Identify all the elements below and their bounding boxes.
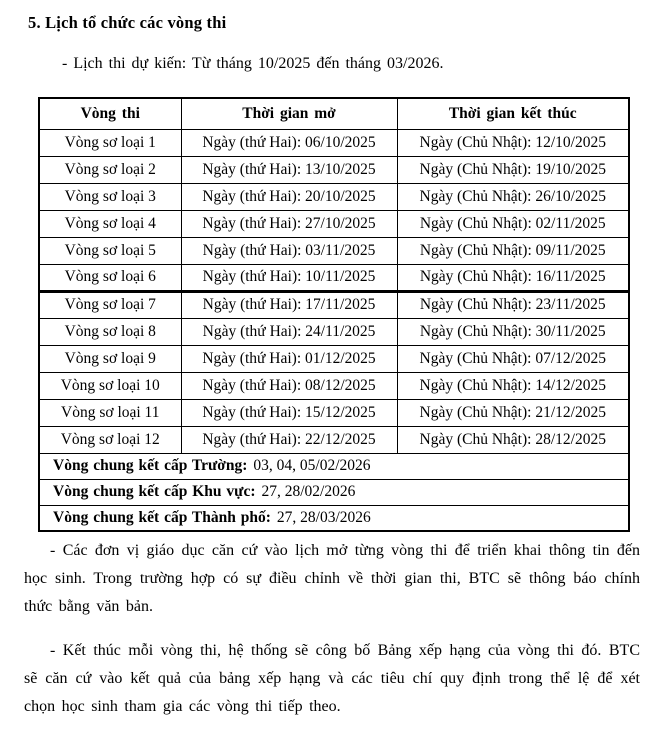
final-school-label: Vòng chung kết cấp Trường: — [53, 457, 248, 474]
col-header-round: Vòng thi — [39, 98, 181, 129]
cell-round: Vòng sơ loại 3 — [39, 183, 181, 210]
cell-round: Vòng sơ loại 1 — [39, 129, 181, 156]
cell-round: Vòng sơ loại 7 — [39, 291, 181, 318]
table-header-row — [39, 98, 629, 129]
cell-end-date: Ngày (Chủ Nhật): 07/12/2025 — [397, 345, 629, 372]
cell-open-date: Ngày (thứ Hai): 17/11/2025 — [181, 291, 397, 318]
cell-open-date: Ngày (thứ Hai): 15/12/2025 — [181, 399, 397, 426]
paragraph-ranking-notice: - Kết thúc mỗi vòng thi, hệ thống sẽ công bố Bảng xếp hạng của vòng thi đó. BTC sẽ căn cứ vào kết quả của bảng xếp hạng và các tiêu chí quy định trong thể lệ để xét chọn học sinh tham gia các vòng thi tiếp theo. — [24, 642, 640, 715]
cell-end-date: Ngày (Chủ Nhật): 21/12/2025 — [397, 399, 629, 426]
intro-line: - Lịch thi dự kiến: Từ tháng 10/2025 đến tháng 03/2026. — [62, 55, 444, 72]
cell-end-date: Ngày (Chủ Nhật): 30/11/2025 — [397, 318, 629, 345]
cell-round: Vòng sơ loại 8 — [39, 318, 181, 345]
cell-open-date: Ngày (thứ Hai): 08/12/2025 — [181, 372, 397, 399]
final-school-dates: 03, 04, 05/02/2026 — [253, 457, 371, 474]
table-row — [39, 237, 629, 264]
cell-end-date: Ngày (Chủ Nhật): 02/11/2025 — [397, 210, 629, 237]
cell-open-date: Ngày (thứ Hai): 13/10/2025 — [181, 156, 397, 183]
col-header-open-time: Thời gian mở — [181, 98, 397, 129]
cell-end-date: Ngày (Chủ Nhật): 19/10/2025 — [397, 156, 629, 183]
cell-end-date: Ngày (Chủ Nhật): 12/10/2025 — [397, 129, 629, 156]
cell-round: Vòng sơ loại 5 — [39, 237, 181, 264]
table-row — [39, 318, 629, 345]
contest-schedule-table — [38, 97, 630, 532]
cell-round: Vòng sơ loại 10 — [39, 372, 181, 399]
table-row — [39, 264, 629, 291]
final-row-region — [39, 479, 629, 505]
cell-round: Vòng sơ loại 2 — [39, 156, 181, 183]
cell-end-date: Ngày (Chủ Nhật): 14/12/2025 — [397, 372, 629, 399]
table-row — [39, 291, 629, 318]
section-heading: 5. Lịch tổ chức các vòng thi — [28, 13, 227, 32]
paragraph-schedule-notice: - Các đơn vị giáo dục căn cứ vào lịch mở từng vòng thi để triển khai thông tin đến học sinh. Trong trường hợp có sự điều chỉnh về thời gian thi, BTC sẽ thông báo chính thức bằng văn bản. — [24, 542, 640, 615]
cell-round: Vòng sơ loại 9 — [39, 345, 181, 372]
cell-end-date: Ngày (Chủ Nhật): 16/11/2025 — [397, 264, 629, 291]
cell-open-date: Ngày (thứ Hai): 01/12/2025 — [181, 345, 397, 372]
table-row — [39, 210, 629, 237]
document-page — [0, 13, 667, 732]
final-region-dates: 27, 28/02/2026 — [261, 483, 356, 500]
final-city-dates: 27, 28/03/2026 — [276, 508, 371, 526]
cell-round: Vòng sơ loại 11 — [39, 399, 181, 426]
cell-open-date: Ngày (thứ Hai): 24/11/2025 — [181, 318, 397, 345]
final-region-label: Vòng chung kết cấp Khu vực: — [53, 483, 256, 500]
final-row-school — [39, 453, 629, 479]
table-row — [39, 183, 629, 210]
cell-open-date: Ngày (thứ Hai): 03/11/2025 — [181, 237, 397, 264]
final-city-label: Vòng chung kết cấp Thành phố: — [53, 508, 271, 526]
cell-open-date: Ngày (thứ Hai): 22/12/2025 — [181, 426, 397, 453]
table-row — [39, 345, 629, 372]
final-row-city — [39, 505, 629, 531]
table-row — [39, 372, 629, 399]
table-row — [39, 426, 629, 453]
table-row — [39, 129, 629, 156]
table-row — [39, 399, 629, 426]
cell-round: Vòng sơ loại 12 — [39, 426, 181, 453]
col-header-end-time: Thời gian kết thúc — [397, 98, 629, 129]
cell-round: Vòng sơ loại 4 — [39, 210, 181, 237]
cell-open-date: Ngày (thứ Hai): 06/10/2025 — [181, 129, 397, 156]
cell-end-date: Ngày (Chủ Nhật): 26/10/2025 — [397, 183, 629, 210]
table-row — [39, 156, 629, 183]
cell-end-date: Ngày (Chủ Nhật): 28/12/2025 — [397, 426, 629, 453]
cell-open-date: Ngày (thứ Hai): 20/10/2025 — [181, 183, 397, 210]
cell-open-date: Ngày (thứ Hai): 10/11/2025 — [181, 264, 397, 291]
cell-end-date: Ngày (Chủ Nhật): 23/11/2025 — [397, 291, 629, 318]
cell-open-date: Ngày (thứ Hai): 27/10/2025 — [181, 210, 397, 237]
cell-round: Vòng sơ loại 6 — [39, 264, 181, 291]
cell-end-date: Ngày (Chủ Nhật): 09/11/2025 — [397, 237, 629, 264]
